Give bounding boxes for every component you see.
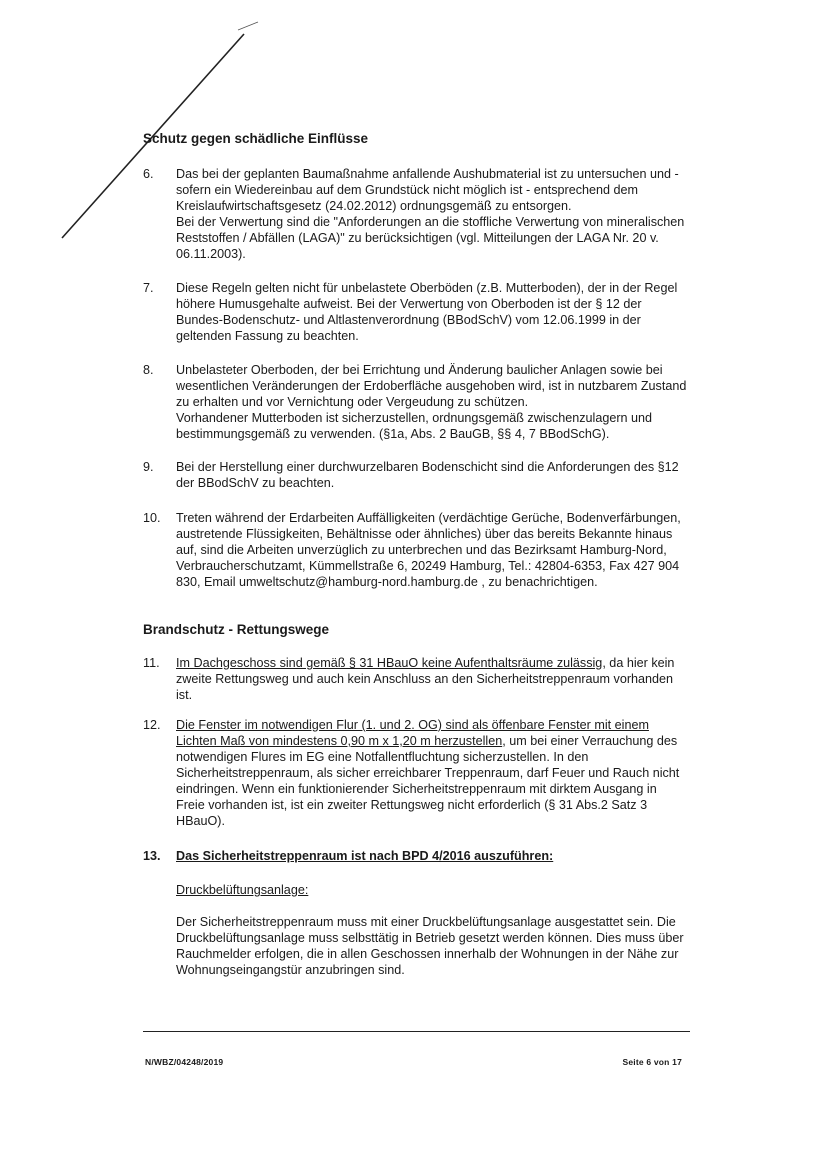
item-text: , da hier kein zweite Rettungsweg und auch kein Anschluss an den Sicherheitstreppenraum vorhanden ist. <box>176 656 675 702</box>
item-number: 10. <box>143 511 161 525</box>
footer-page-number: Seite 6 von 17 <box>622 1057 682 1067</box>
item-number: 12. <box>143 718 161 732</box>
item-text: Unbelasteter Oberboden, der bei Errichtung und Änderung baulicher Anlagen sowie bei wesentlichen Veränderungen der Erdoberfläche ausgehoben wird, ist in nutzbarem Zustand zu erhalten und vor Vernichtung oder Vergeudung zu schützen. <box>176 363 687 409</box>
item-text: , um bei einer Verrauchung des notwendigen Flures im EG eine Notfallentfluchtung sicherzustellen. In den Sicherheitstreppenraum, als sicher erreichbarer Treppenraum, darf Feuer und Rauch nicht eindringen. Wenn ein funktionierender Sicherheitstreppenraum mit dirktem Ausgang in Freie vorhanden ist, ist ein zweiter Rettungsweg nicht erforderlich (§ 31 Abs.2 Satz 3 HBauO). <box>176 734 680 828</box>
list-item-9 <box>143 459 688 491</box>
section-heading-protection: Schutz gegen schädliche Einflüsse <box>143 131 369 146</box>
list-item-7 <box>143 280 688 344</box>
section-heading-fire-safety: Brandschutz - Rettungswege <box>143 622 330 637</box>
footer-divider <box>143 1031 690 1032</box>
item-text: Bei der Verwertung sind die "Anforderungen an die stoffliche Verwertung von mineralischen Reststoffen / Abfällen (LAGA)" zu berücksichtigen (vgl. Mitteilungen der LAGA Nr. 20 v. 06.11.2003). <box>176 215 685 261</box>
item-number: 6. <box>143 167 154 181</box>
subheading-text: Druckbelüftungsanlage: <box>176 883 309 897</box>
item-text: Der Sicherheitstreppenraum muss mit einer Druckbelüftungsanlage ausgestattet sein. Die Druckbelüftungsanlage muss selbsttätig in Betrieb gesetzt werden können. Dies muss über Rauchmelder erfolgen, die in allen Geschossen innerhalb der Wohnungen in der Nähe zur Wohnungseingangstür anzubringen sind. <box>176 915 684 977</box>
item-number: 11. <box>143 656 160 670</box>
list-item-8 <box>143 362 688 442</box>
item-text: Bei der Herstellung einer durchwurzelbaren Bodenschicht sind die Anforderungen des §12 der BBodSchV zu beachten. <box>176 460 679 490</box>
list-item-6 <box>143 166 688 262</box>
item-13-body <box>176 914 688 978</box>
footer-reference: N/WBZ/04248/2019 <box>145 1057 224 1067</box>
item-text: Vorhandener Mutterboden ist sicherzustellen, ordnungsgemäß zwischenzulagern und bestimmungsgemäß zu verwenden. (§1a, Abs. 2 BauGB, §§ 4, 7 BBodSchG). <box>176 411 653 441</box>
item-title: Das Sicherheitstreppenraum ist nach BPD 4/2016 auszuführen: <box>176 849 554 863</box>
subheading-pressure-ventilation <box>176 882 688 898</box>
list-item-10 <box>143 510 688 590</box>
item-number: 9. <box>143 460 154 474</box>
item-text: Das bei der geplanten Baumaßnahme anfallende Aushubmaterial ist zu untersuchen und - sofern ein Wiedereinbau auf dem Grundstück nicht möglich ist - entsprechend dem Kreislaufwirtschaftsgesetz (24.02.2012) ordnungsgemäß zu entsorgen. <box>176 167 679 213</box>
item-number: 7. <box>143 281 154 295</box>
list-item-12 <box>143 717 688 829</box>
list-item-11 <box>143 655 688 703</box>
item-underlined-text: Im Dachgeschoss sind gemäß § 31 HBauO keine Aufenthaltsräume zulässig <box>176 656 603 670</box>
item-underlined-text: Die Fenster im notwendigen Flur (1. und 2. OG) sind als öffenbare Fenster mit einem Lichten Maß von mindestens 0,90 m x 1,20 m herzustellen <box>176 718 649 748</box>
list-item-13 <box>143 848 688 864</box>
item-text: Diese Regeln gelten nicht für unbelastete Oberböden (z.B. Mutterboden), der in der Regel höhere Humusgehalte aufweist. Bei der Verwertung von Oberboden ist der § 12 der Bundes-Bodenschutz- und Altlastenverordnung (BBodSchV) vom 12.06.1999 in der geltenden Fassung zu beachten. <box>176 281 678 343</box>
item-text: Treten während der Erdarbeiten Auffälligkeiten (verdächtige Gerüche, Bodenverfärbungen, austretende Flüssigkeiten, Behältnisse oder ähnliches) über das bereits Bekannte hinaus auf, sind die Arbeiten unverzüglich zu unterbrechen und das Bezirksamt Hamburg-Nord, Verbraucherschutzamt, Kümmellstraße 6, 20249 Hamburg, Tel.: 42804-6353, Fax 427 904 830, Email umweltschutz@hamburg-nord.hamburg.de , zu benachrichtigen. <box>176 511 681 589</box>
item-number: 8. <box>143 363 154 377</box>
item-number: 13. <box>143 849 161 863</box>
